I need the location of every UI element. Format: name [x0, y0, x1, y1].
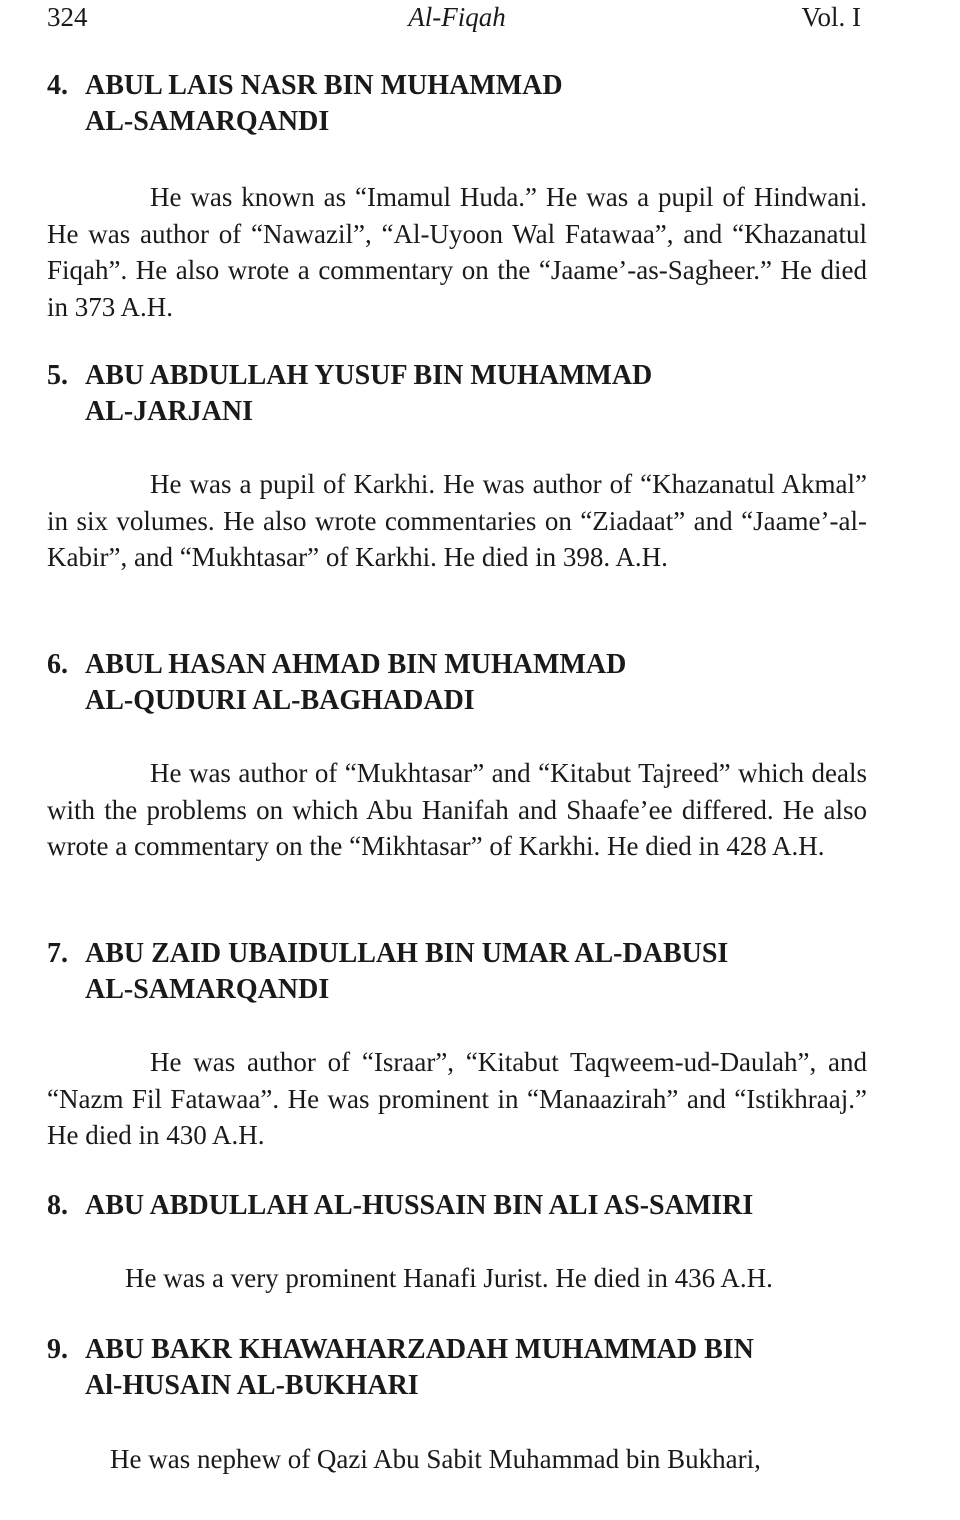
entry-number: 7.: [47, 938, 68, 969]
book-title: Al-Fiqah: [408, 2, 506, 32]
entry-heading: [47, 1188, 887, 1224]
page-number: 324: [47, 2, 88, 32]
entry-number: 5.: [47, 360, 68, 391]
volume-label: Vol. I: [801, 2, 861, 32]
running-head: [47, 0, 867, 34]
entry-name: ABU ZAID UBAIDULLAH BIN UMAR AL-DABUSI: [85, 938, 729, 969]
entry-name-continued: AL-JARJANI: [85, 396, 253, 427]
entry-text: He was known as “Imamul Huda.” He was a pupil of Hindwani. He was author of “Nawazil”, “Al-Uyoon Wal Fatawaa”, and “Khazanatul Fiqah”. He also wrote a commentary on the “Jaame’-as-Sagheer.” He died in 373 A.H.: [47, 182, 867, 322]
entry-text: He was nephew of Qazi Abu Sabit Muhammad bin Bukhari,: [110, 1444, 761, 1474]
entry-heading: [47, 358, 887, 430]
entry-text: He was author of “Israar”, “Kitabut Taqweem-ud-Daulah”, and “Nazm Fil Fatawaa”. He was prominent in “Manaazirah” and “Istikhraaj.” He died in 430 A.H.: [47, 1047, 867, 1150]
entry-heading: [47, 936, 887, 1008]
entry-heading: [47, 647, 887, 719]
entry-heading: [47, 68, 887, 140]
entry-name-continued: Al-HUSAIN AL-BUKHARI: [85, 1370, 419, 1401]
entry-text: He was a pupil of Karkhi. He was author of “Khazanatul Akmal” in six volumes. He also wrote commentaries on “Ziadaat” and “Jaame’-al-Kabir”, and “Mukhtasar” of Karkhi. He died in 398. A.H.: [47, 469, 867, 572]
entry-name: ABU ABDULLAH YUSUF BIN MUHAMMAD: [85, 360, 653, 391]
entry-number: 8.: [47, 1190, 68, 1221]
entry-name: ABUL HASAN AHMAD BIN MUHAMMAD: [85, 649, 627, 680]
entry-name: ABUL LAIS NASR BIN MUHAMMAD: [85, 70, 563, 101]
entry-number: 6.: [47, 649, 68, 680]
entry-name: ABU BAKR KHAWAHARZADAH MUHAMMAD BIN: [85, 1334, 754, 1365]
entry-number: 9.: [47, 1334, 68, 1365]
entry-name-continued: AL-SAMARQANDI: [85, 974, 330, 1005]
entry-text: He was a very prominent Hanafi Jurist. He died in 436 A.H.: [125, 1263, 773, 1293]
entry-number: 4.: [47, 70, 68, 101]
entry-text: He was author of “Mukhtasar” and “Kitabut Tajreed” which deals with the problems on which Abu Hanifah and Shaafe’ee differed. He also wrote a commentary on the “Mikhtasar” of Karkhi. He died in 428 A.H.: [47, 758, 867, 861]
entry-name: ABU ABDULLAH AL-HUSSAIN BIN ALI AS-SAMIRI: [85, 1190, 754, 1221]
entry-name-continued: AL-QUDURI AL-BAGHADADI: [85, 685, 475, 716]
entry-heading: [47, 1332, 887, 1404]
entry-name-continued: AL-SAMARQANDI: [85, 106, 330, 137]
